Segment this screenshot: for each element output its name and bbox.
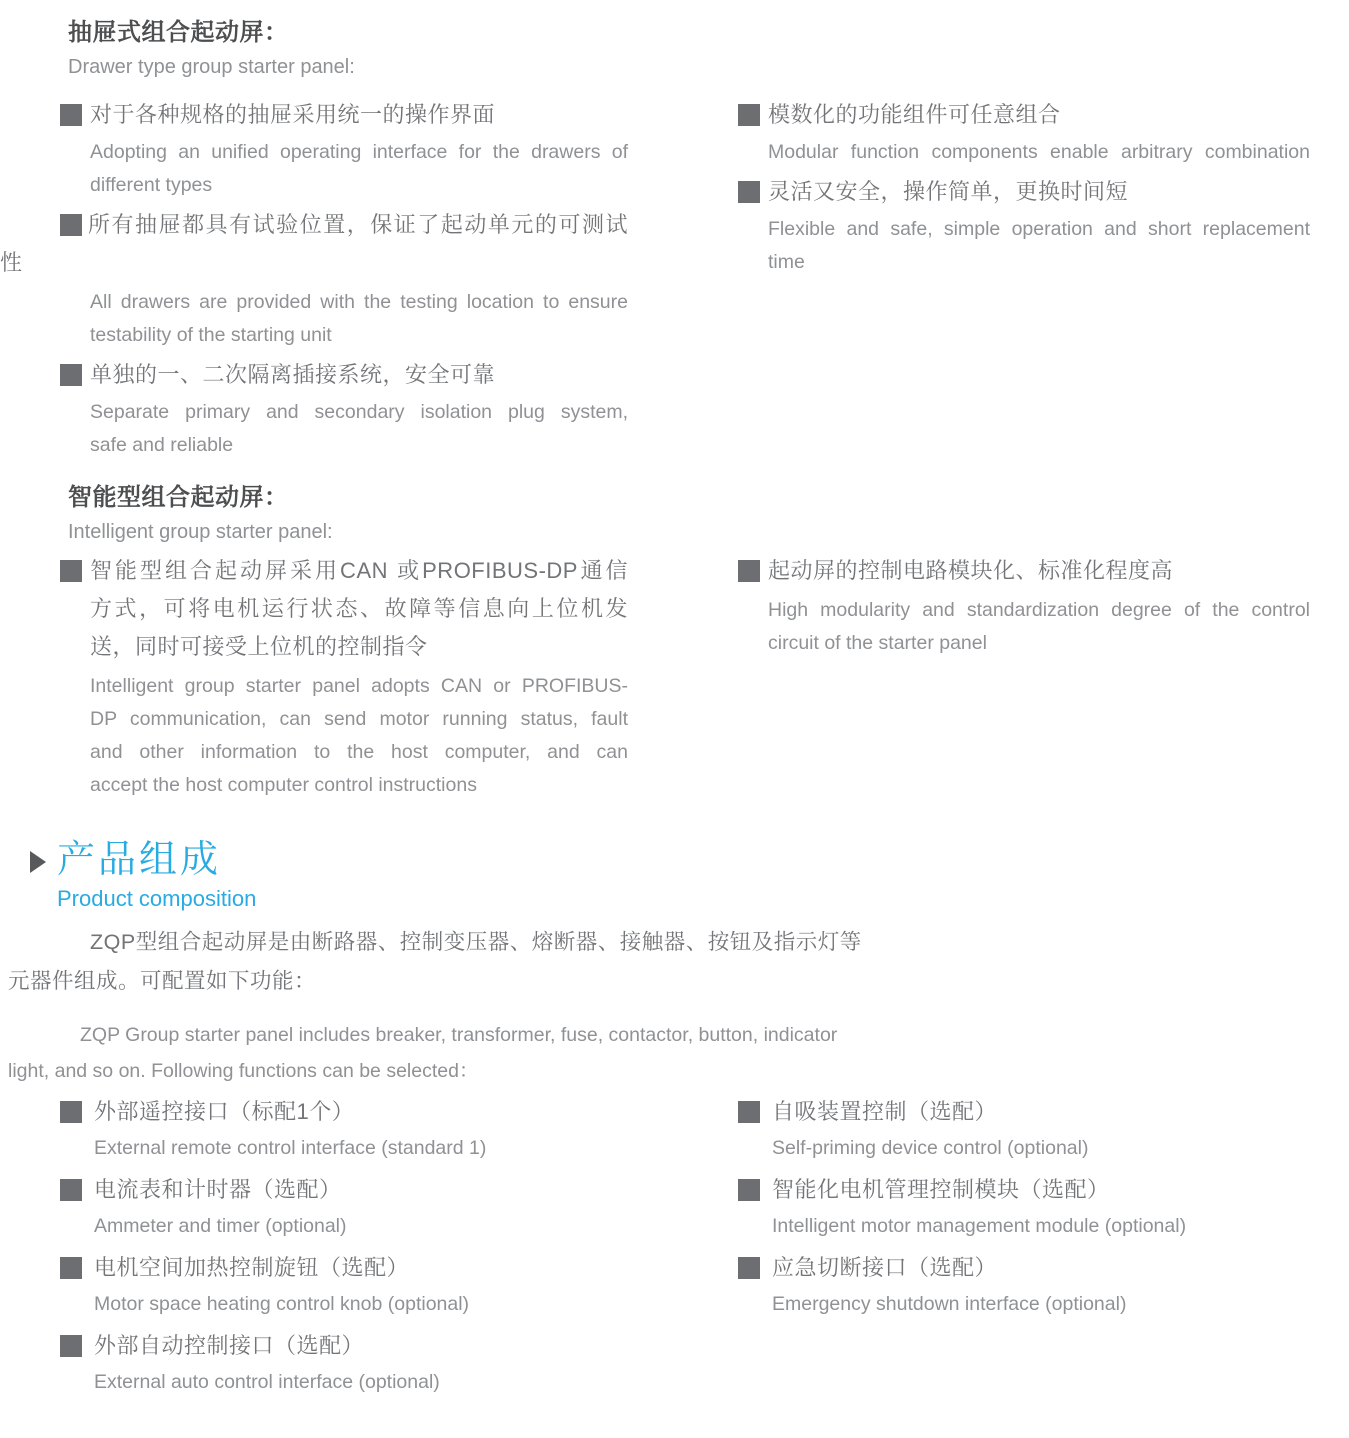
feature-en-block [90, 286, 628, 352]
feature-en-block [768, 594, 1310, 660]
feature-cn-line: 灵活又安全，操作简单，更换时间短 [768, 179, 1129, 204]
bullet-square-icon [60, 1335, 82, 1357]
feature-cn-row [738, 96, 1310, 134]
feature-en-line: Separate primary and secondary isolation plug system, [90, 401, 628, 423]
feature-cn-row [738, 552, 1310, 590]
feature-en-block [90, 396, 628, 462]
option-item [60, 1170, 628, 1243]
composition-paragraph-en [8, 1017, 908, 1089]
paragraph-en-line: light, and so on. Following functions can be selected： [8, 1060, 479, 1082]
option-item [738, 1170, 1310, 1243]
option-item [60, 1092, 628, 1165]
option-cn: 电机空间加热控制旋钮（选配） [94, 1255, 410, 1280]
section-drawer-header [68, 18, 355, 82]
composition-paragraphs [8, 923, 908, 1089]
feature-cn-line: 起动屏的控制电路模块化、标准化程度高 [768, 558, 1174, 583]
option-en: Emergency shutdown interface (optional) [772, 1293, 1127, 1315]
feature-item [60, 96, 628, 202]
drawer-right-column [738, 96, 1310, 283]
bullet-square-icon [60, 1257, 82, 1279]
composition-subtitle: Product composition [57, 886, 257, 911]
paragraph-cn-line: ZQP型组合起动屏是由断路器、控制变压器、熔断器、接触器、按钮及指示灯等 [90, 930, 862, 954]
option-cn: 电流表和计时器（选配） [94, 1177, 342, 1202]
feature-en-line: time [768, 251, 805, 273]
option-en: Self-priming device control (optional) [772, 1137, 1089, 1159]
bullet-square-icon [60, 104, 82, 126]
option-cn-row [738, 1170, 1310, 1209]
option-cn: 外部遥控接口（标配1个） [94, 1099, 355, 1124]
feature-en-block [768, 136, 1310, 169]
option-cn: 外部自动控制接口（选配） [94, 1333, 365, 1358]
feature-en-line: accept the host computer control instructions [90, 774, 477, 796]
feature-cn-row [60, 552, 628, 666]
feature-item [738, 552, 1310, 660]
option-cn-row [738, 1092, 1310, 1131]
option-cn: 应急切断接口（选配） [772, 1255, 998, 1280]
feature-en-line: safe and reliable [90, 434, 234, 456]
feature-cn-line: 对于各种规格的抽屉采用统一的操作界面 [90, 102, 496, 127]
composition-title: 产品组成 [57, 839, 222, 881]
feature-item [0, 206, 628, 352]
feature-en-block [90, 136, 628, 202]
bullet-square-icon [738, 181, 760, 203]
section-title-en: Intelligent group starter panel: [68, 521, 333, 543]
option-en: Motor space heating control knob (optional) [94, 1293, 470, 1315]
paragraph-cn-line: 元器件组成。可配置如下功能： [8, 969, 317, 993]
option-en: External auto control interface (optional) [94, 1371, 440, 1393]
feature-item [60, 356, 628, 462]
option-item [738, 1092, 1310, 1165]
feature-en-line: Intelligent group starter panel adopts CAN or PROFIBUS- [90, 675, 628, 697]
feature-cn-row [60, 356, 628, 394]
bullet-square-icon [738, 104, 760, 126]
option-en: External remote control interface (standard 1) [94, 1137, 487, 1159]
section-intelligent-header [68, 483, 333, 547]
option-cn-row [60, 1326, 628, 1365]
feature-en-line: different types [90, 174, 213, 196]
feature-en-line: circuit of the starter panel [768, 632, 987, 654]
option-cn-row [60, 1092, 628, 1131]
feature-en-block [768, 213, 1310, 279]
drawer-left-column [0, 96, 628, 466]
option-cn: 自吸装置控制（选配） [772, 1099, 998, 1124]
bullet-square-icon [738, 1101, 760, 1123]
feature-cn-line: 送，同时可接受上位机的控制指令 [90, 634, 428, 659]
bullet-square-icon [60, 1179, 82, 1201]
feature-en-line: Modular function components enable arbitrary combination [768, 141, 1310, 163]
option-cn: 智能化电机管理控制模块（选配） [772, 1177, 1110, 1202]
feature-cn-row [0, 206, 628, 282]
section-title-cn: 抽屉式组合起动屏： [68, 19, 289, 46]
feature-en-line: testability of the starting unit [90, 324, 332, 346]
option-en: Ammeter and timer (optional) [94, 1215, 347, 1237]
option-cn-row [738, 1248, 1310, 1287]
bullet-square-icon [60, 560, 82, 582]
feature-en-line: and other information to the host computer, and can [90, 741, 628, 763]
section-title-en: Drawer type group starter panel: [68, 56, 355, 78]
feature-item [738, 96, 1310, 169]
feature-cn-line: 所有抽屉都具有试验位置，保证了起动单元的可测试 [88, 212, 628, 237]
feature-cn-line: 智能型组合起动屏采用CAN 或PROFIBUS-DP通信 [90, 558, 628, 583]
composition-paragraph-cn [8, 923, 908, 1001]
option-item [60, 1326, 628, 1399]
bullet-square-icon [60, 214, 82, 236]
intelligent-left-column [60, 552, 628, 806]
feature-en-line: Flexible and safe, simple operation and short replacement [768, 218, 1310, 240]
composition-right-column [738, 1092, 1310, 1326]
feature-cn-line: 单独的一、二次隔离插接系统，安全可靠 [90, 362, 496, 387]
composition-header [30, 838, 256, 912]
bullet-square-icon [738, 1257, 760, 1279]
feature-cn-line: 方式，可将电机运行状态、故障等信息向上位机发 [90, 596, 628, 621]
feature-cn-row [60, 96, 628, 134]
feature-en-line: High modularity and standardization degree of the control [768, 599, 1310, 621]
feature-en-line: DP communication, can send motor running status, fault [90, 708, 628, 730]
composition-titles [57, 838, 256, 912]
bullet-square-icon [738, 560, 760, 582]
intelligent-right-column [738, 552, 1310, 664]
option-cn-row [60, 1170, 628, 1209]
feature-cn-row [738, 173, 1310, 211]
option-item [60, 1248, 628, 1321]
bullet-square-icon [60, 364, 82, 386]
bullet-square-icon [60, 1101, 82, 1123]
bullet-square-icon [738, 1179, 760, 1201]
feature-cn-overflow: 性 [0, 250, 23, 275]
composition-left-column [60, 1092, 628, 1404]
paragraph-en-line: ZQP Group starter panel includes breaker, transformer, fuse, contactor, button, indicator [80, 1024, 838, 1046]
option-cn-row [60, 1248, 628, 1287]
section-title-cn: 智能型组合起动屏： [68, 484, 289, 511]
feature-item [738, 173, 1310, 279]
section-arrow-icon [30, 851, 46, 873]
feature-en-block [90, 670, 628, 802]
feature-en-line: Adopting an unified operating interface for the drawers of [90, 141, 628, 163]
option-item [738, 1248, 1310, 1321]
feature-en-line: All drawers are provided with the testing location to ensure [90, 291, 628, 313]
option-en: Intelligent motor management module (optional) [772, 1215, 1187, 1237]
feature-item [60, 552, 628, 802]
feature-cn-line: 模数化的功能组件可任意组合 [768, 102, 1061, 127]
